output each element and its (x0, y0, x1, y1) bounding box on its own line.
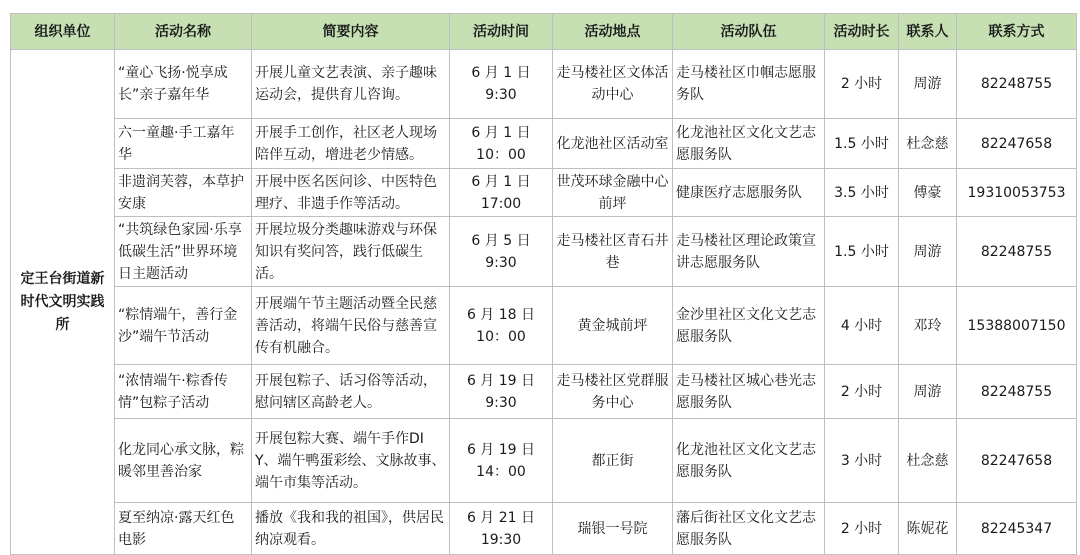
activity-table-container (10, 13, 1076, 555)
phone-cell: 82248755 (957, 217, 1077, 287)
team-cell: 金沙里社区文化文艺志愿服务队 (673, 287, 825, 365)
table-row (11, 217, 1077, 287)
contact-cell: 周游 (899, 50, 957, 119)
duration-cell: 4 小时 (825, 287, 899, 365)
time-cell: 6 月 1 日 17:00 (450, 169, 553, 217)
content-cell: 播放《我和我的祖国》，供居民纳凉观看。 (252, 503, 450, 555)
team-cell: 走马楼社区巾帼志愿服务队 (673, 50, 825, 119)
contact-cell: 周游 (899, 217, 957, 287)
header-team: 活动队伍 (673, 14, 825, 50)
place-cell: 走马楼社区青石井巷 (553, 217, 673, 287)
header-phone: 联系方式 (957, 14, 1077, 50)
time-cell: 6 月 21 日 19:30 (450, 503, 553, 555)
phone-cell: 82248755 (957, 365, 1077, 419)
activity-name-cell: “共筑绿色家园·乐享低碳生活”世界环境日主题活动 (115, 217, 252, 287)
table-header-row (11, 14, 1077, 50)
activity-schedule-table (10, 13, 1077, 555)
table-row (11, 50, 1077, 119)
place-cell: 瑞银一号院 (553, 503, 673, 555)
place-cell: 黄金城前坪 (553, 287, 673, 365)
activity-name-cell: 六一童趣·手工嘉年华 (115, 119, 252, 169)
activity-name-cell: 非遗润芙蓉，本草护安康 (115, 169, 252, 217)
content-cell: 开展中医名医问诊、中医特色理疗、非遗手作等活动。 (252, 169, 450, 217)
content-cell: 开展端午节主题活动暨全民慈善活动，将端午民俗与慈善宣传有机融合。 (252, 287, 450, 365)
table-row (11, 419, 1077, 503)
table-row (11, 169, 1077, 217)
contact-cell: 邓玲 (899, 287, 957, 365)
header-place: 活动地点 (553, 14, 673, 50)
duration-cell: 1.5 小时 (825, 217, 899, 287)
header-duration: 活动时长 (825, 14, 899, 50)
contact-cell: 傅豪 (899, 169, 957, 217)
team-cell: 化龙池社区文化文艺志愿服务队 (673, 419, 825, 503)
table-row (11, 503, 1077, 555)
contact-cell: 周游 (899, 365, 957, 419)
content-cell: 开展垃圾分类趣味游戏与环保知识有奖问答，践行低碳生活。 (252, 217, 450, 287)
place-cell: 化龙池社区活动室 (553, 119, 673, 169)
activity-name-cell: “浓情端午·粽香传情”包粽子活动 (115, 365, 252, 419)
content-cell: 开展包粽子、话习俗等活动，慰问辖区高龄老人。 (252, 365, 450, 419)
header-time: 活动时间 (450, 14, 553, 50)
team-cell: 走马楼社区城心巷光志愿服务队 (673, 365, 825, 419)
place-cell: 走马楼社区文体活动中心 (553, 50, 673, 119)
header-content: 简要内容 (252, 14, 450, 50)
duration-cell: 3.5 小时 (825, 169, 899, 217)
time-cell: 6 月 1 日 10：00 (450, 119, 553, 169)
content-cell: 开展儿童文艺表演、亲子趣味运动会，提供育儿咨询。 (252, 50, 450, 119)
activity-name-cell: “粽情端午，善行金沙”端午节活动 (115, 287, 252, 365)
duration-cell: 2 小时 (825, 50, 899, 119)
phone-cell: 82245347 (957, 503, 1077, 555)
duration-cell: 2 小时 (825, 365, 899, 419)
table-row (11, 119, 1077, 169)
contact-cell: 陈妮花 (899, 503, 957, 555)
duration-cell: 3 小时 (825, 419, 899, 503)
activity-name-cell: 夏至纳凉·露天红色电影 (115, 503, 252, 555)
team-cell: 化龙池社区文化文艺志愿服务队 (673, 119, 825, 169)
time-cell: 6 月 18 日 10：00 (450, 287, 553, 365)
duration-cell: 1.5 小时 (825, 119, 899, 169)
content-cell: 开展包粽大赛、端午手作DIY、端午鸭蛋彩绘、文脉故事、端午市集等活动。 (252, 419, 450, 503)
phone-cell: 19310053753 (957, 169, 1077, 217)
phone-cell: 15388007150 (957, 287, 1077, 365)
place-cell: 都正街 (553, 419, 673, 503)
team-cell: 健康医疗志愿服务队 (673, 169, 825, 217)
table-row (11, 287, 1077, 365)
place-cell: 世茂环球金融中心前坪 (553, 169, 673, 217)
activity-name-cell: “童心飞扬·悦享成长”亲子嘉年华 (115, 50, 252, 119)
team-cell: 藩后街社区文化文艺志愿服务队 (673, 503, 825, 555)
time-cell: 6 月 19 日 9:30 (450, 365, 553, 419)
content-cell: 开展手工创作，社区老人现场陪伴互动，增进老少情感。 (252, 119, 450, 169)
header-activity-name: 活动名称 (115, 14, 252, 50)
time-cell: 6 月 19 日 14：00 (450, 419, 553, 503)
duration-cell: 2 小时 (825, 503, 899, 555)
header-organization: 组织单位 (11, 14, 115, 50)
table-row (11, 365, 1077, 419)
header-contact: 联系人 (899, 14, 957, 50)
organization-cell: 定王台街道新时代文明实践所 (11, 50, 115, 555)
phone-cell: 82248755 (957, 50, 1077, 119)
place-cell: 走马楼社区党群服务中心 (553, 365, 673, 419)
time-cell: 6 月 1 日 9:30 (450, 50, 553, 119)
contact-cell: 杜念慈 (899, 419, 957, 503)
activity-name-cell: 化龙同心承文脉，粽暖邻里善治家 (115, 419, 252, 503)
contact-cell: 杜念慈 (899, 119, 957, 169)
team-cell: 走马楼社区理论政策宣讲志愿服务队 (673, 217, 825, 287)
time-cell: 6 月 5 日 9:30 (450, 217, 553, 287)
phone-cell: 82247658 (957, 119, 1077, 169)
phone-cell: 82247658 (957, 419, 1077, 503)
